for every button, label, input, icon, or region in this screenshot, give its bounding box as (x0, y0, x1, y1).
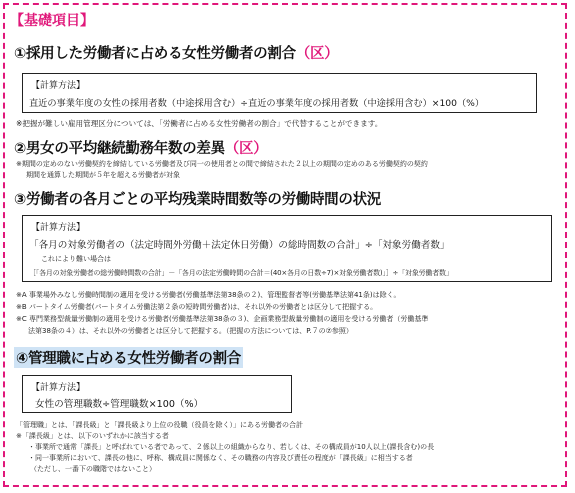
s3-note-c-line2: 法第38条の４）は、それ以外の労働者とは区分して把握する。（把握の方法については、P.７の⑦参照） (28, 327, 353, 335)
s3-note-a: ※A 事業場外みなし労働時間制の適用を受ける労働者(労働基準法第38条の２)、管理監督者等(労働基準法第41条)は除く。 (16, 291, 401, 299)
s2-heading (14, 137, 267, 158)
s3-note-b: ※B パートタイム労働者(パートタイム労働法第２条の短時間労働者)は、それ以外の労働者とは区分して把握する。 (16, 303, 378, 311)
s1-note: ※把握が難しい雇用管理区分については、「労働者に占める女性労働者の割合」で代替することができます。 (16, 119, 383, 128)
s4-def-line3: ・事業所で通常「課長」と呼ばれている者であって、２係以上の組織からなり、若しくは、その構成員が10人以上(課長含む)の長 (28, 443, 435, 451)
s3-formula: 「各月の対象労働者の（法定時間外労働＋法定休日労働）の総時間数の合計」÷「対象労働者数」 (29, 240, 450, 251)
s3-title: 労働者の各月ごとの平均残業時間数等の労働時間の状況 (25, 192, 381, 208)
s2-title: 男女の平均継続勤務年数の差異 (25, 141, 225, 157)
s4-number: ④ (16, 351, 28, 367)
s1-calc-label: 【計算方法】 (31, 81, 86, 91)
s1-number: ① (14, 46, 26, 62)
s1-title: 採用した労働者に占める女性労働者の割合 (25, 46, 296, 62)
s2-tag: （区） (224, 141, 268, 157)
s3-number: ③ (14, 192, 26, 208)
s1-tag: （区） (295, 46, 339, 62)
s3-heading (14, 188, 381, 209)
s3-alt-formula: ［「各月の対象労働者の総労働時間数の合計」－「各月の法定労働時間の合計＝(40×各月の日数÷7)×対象労働者数)」］÷「対象労働者数」 (29, 269, 453, 277)
s3-note-c-line1: ※C 専門業務型裁量労働制の適用を受ける労働者(労働基準法第38条の３)、企画業務型裁量労働制の適用を受ける労働者（労働基準 (16, 315, 429, 323)
s4-def-line5: （ただし、一番下の職階ではないこと） (30, 465, 156, 473)
s3-alt-label: これにより難い場合は (41, 255, 111, 263)
s4-formula: 女性の管理職数÷管理職数×100（%） (35, 399, 204, 410)
s2-note-line2: 期間を通算した期間が５年を超える労働者が対象 (26, 171, 180, 179)
section-header: 【基礎項目】 (10, 13, 94, 29)
s4-title: 管理職に占める女性労働者の割合 (27, 351, 241, 367)
s4-calc-label: 【計算方法】 (31, 383, 86, 393)
s1-formula-box (22, 73, 537, 113)
s1-heading (14, 42, 338, 63)
s4-formula-box (22, 375, 292, 413)
s3-calc-label: 【計算方法】 (31, 223, 86, 233)
s2-note-line1: ※期間の定めのない労働契約を締結している労働者及び同一の使用者との間で締結された２以上の期間の定めのある労働契約の契約 (16, 160, 428, 168)
s2-number: ② (14, 141, 26, 157)
s4-def-line4: ・同一事業所において、課長の他に、呼称、構成員に関係なく、その職務の内容及び責任の程度が「課長級」に相当する者 (28, 454, 413, 462)
s3-formula-box (22, 215, 552, 282)
s4-heading (14, 347, 243, 368)
s4-def-line2: ※「課長級」とは、以下のいずれかに該当する者 (16, 432, 169, 440)
s1-formula: 直近の事業年度の女性の採用者数（中途採用含む）÷直近の事業年度の採用者数（中途採用含む）×100（%） (29, 98, 485, 109)
s4-def-line1: 「管理職」とは、「課長級」と「課長級より上位の役職（役員を除く）」にある労働者の合計 (16, 421, 303, 429)
